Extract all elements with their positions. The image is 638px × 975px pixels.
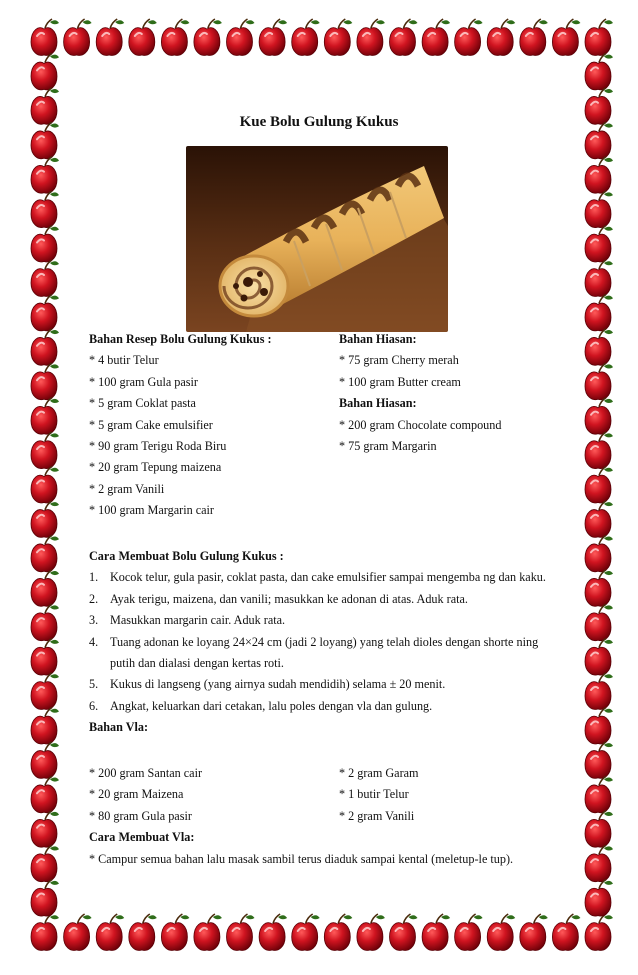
- cherry-icon: [585, 467, 613, 503]
- cherry-icon: [31, 157, 59, 193]
- cherry-icon: [31, 535, 59, 571]
- step-number: 3.: [89, 613, 99, 628]
- ingredient-item: * 2 gram Vanili: [89, 481, 165, 496]
- cherry-icon: [585, 53, 613, 89]
- cherry-icon: [31, 742, 59, 778]
- ingredients-section: [89, 329, 272, 522]
- cherry-icon: [520, 914, 548, 950]
- cherry-icon: [31, 914, 59, 950]
- cherry-icon: [390, 914, 418, 950]
- cherry-icon: [96, 19, 124, 55]
- cherry-icon: [194, 19, 222, 55]
- cherry-icon: [31, 570, 59, 606]
- cherry-icon: [31, 363, 59, 399]
- step-text: Masukkan margarin cair. Aduk rata.: [110, 613, 286, 628]
- cherry-icon: [31, 226, 59, 262]
- method-step: [89, 674, 559, 695]
- cherry-icon: [31, 398, 59, 434]
- cherry-icon: [585, 501, 613, 537]
- cherry-icon: [585, 570, 613, 606]
- cherry-icon: [292, 19, 320, 55]
- cherry-icon: [585, 880, 613, 916]
- cherry-icon: [357, 19, 385, 55]
- vla-heading: Bahan Vla:: [89, 720, 149, 735]
- garnish-item: * 75 gram Margarin: [339, 439, 437, 454]
- cherry-icon: [585, 639, 613, 675]
- cherry-icon: [552, 19, 580, 55]
- ingredients-heading: Bahan Resep Bolu Gulung Kukus :: [89, 332, 272, 346]
- vla-item: * 80 gram Gula pasir: [89, 808, 192, 823]
- cherry-icon: [259, 914, 287, 950]
- cherry-icon: [585, 157, 613, 193]
- cherry-icon: [455, 19, 483, 55]
- cherry-icon: [487, 914, 515, 950]
- cherry-icon: [585, 708, 613, 744]
- vla-item: * 200 gram Santan cair: [89, 766, 203, 780]
- vla-ingredients-left: [89, 763, 513, 870]
- cherry-icon: [259, 19, 287, 55]
- cherry-icon: [585, 329, 613, 365]
- cherry-icon: [585, 363, 613, 399]
- step-text: Tuang adonan ke loyang 24×24 cm (jadi 2 loyang) yang telah dioles dengan shorte ning putih dan dialasi dengan kertas roti.: [110, 634, 539, 671]
- cherry-icon: [31, 467, 59, 503]
- vla-item: * 20 gram Maizena: [89, 787, 184, 802]
- step-number: 5.: [89, 677, 99, 692]
- cherry-icon: [129, 914, 157, 950]
- ingredient-item: * 90 gram Terigu Roda Biru: [89, 439, 227, 454]
- ingredient-item: * 100 gram Gula pasir: [89, 374, 198, 389]
- ingredient-item: * 5 gram Coklat pasta: [89, 396, 196, 411]
- step-number: 2.: [89, 591, 99, 606]
- cherry-icon: [64, 19, 92, 55]
- vla-method-heading: Cara Membuat Vla:: [89, 830, 195, 845]
- step-text: Kocok telur, gula pasir, coklat pasta, dan cake emulsifier sampai mengemba ng dan kaku.: [110, 570, 546, 585]
- cherry-icon: [487, 19, 515, 55]
- cherry-icon: [31, 432, 59, 468]
- method-step: [89, 567, 559, 588]
- cherry-icon: [194, 914, 222, 950]
- cherry-icon: [585, 673, 613, 709]
- garnish-item: * 100 gram Butter cream: [339, 374, 461, 389]
- cherry-icon: [31, 639, 59, 675]
- cherry-icon: [422, 19, 450, 55]
- cherry-icon: [31, 19, 59, 55]
- cherry-icon: [31, 191, 59, 227]
- cherry-icon: [585, 260, 613, 296]
- cherry-icon: [31, 604, 59, 640]
- cherry-icon: [585, 432, 613, 468]
- garnish-heading: Bahan Hiasan:: [339, 332, 417, 346]
- cherry-icon: [585, 742, 613, 778]
- cherry-icon: [64, 914, 92, 950]
- cherry-icon: [585, 776, 613, 812]
- cherry-icon: [31, 501, 59, 537]
- cherry-icon: [324, 19, 352, 55]
- cherry-icon: [227, 19, 255, 55]
- method-step: [89, 696, 559, 717]
- cherry-icon: [31, 294, 59, 330]
- cherry-icon: [585, 398, 613, 434]
- vla-method-text: * Campur semua bahan lalu masak sambil terus diaduk sampai kental (meletup-le tup).: [89, 851, 514, 866]
- cherry-icon: [31, 811, 59, 847]
- step-number: 6.: [89, 698, 99, 713]
- cherry-icon: [390, 19, 418, 55]
- cherry-icon: [585, 845, 613, 881]
- cherry-icon: [455, 914, 483, 950]
- garnish-heading: Bahan Hiasan:: [339, 396, 417, 411]
- method-step: [89, 610, 559, 631]
- garnish-item: * 200 gram Chocolate compound: [339, 417, 502, 432]
- method-step: [89, 632, 559, 675]
- cherry-icon: [31, 776, 59, 812]
- cherry-icon: [585, 914, 613, 950]
- cherry-icon: [520, 19, 548, 55]
- cherry-icon: [161, 914, 189, 950]
- cherry-icon: [585, 604, 613, 640]
- step-number: 4.: [89, 634, 99, 649]
- cherry-icon: [31, 880, 59, 916]
- cherry-icon: [292, 914, 320, 950]
- cherry-icon: [31, 260, 59, 296]
- step-text: Ayak terigu, maizena, dan vanili; masukkan ke adonan di atas. Aduk rata.: [110, 591, 468, 606]
- ingredient-item: * 4 butir Telur: [89, 353, 159, 368]
- cherry-icon: [31, 708, 59, 744]
- garnish-item: * 75 gram Cherry merah: [339, 353, 459, 368]
- method-heading: Cara Membuat Bolu Gulung Kukus :: [89, 549, 284, 563]
- method-section: [89, 546, 559, 739]
- page-title: Kue Bolu Gulung Kukus: [239, 114, 399, 130]
- cherry-icon: [552, 914, 580, 950]
- cherry-icon: [31, 329, 59, 365]
- garnish-section: [339, 329, 501, 457]
- cherry-icon: [129, 19, 157, 55]
- cherry-icon: [96, 914, 124, 950]
- cherry-icon: [324, 914, 352, 950]
- vla-item: * 2 gram Garam: [339, 766, 419, 780]
- cherry-icon: [585, 191, 613, 227]
- cherry-icon: [31, 673, 59, 709]
- cherry-icon: [227, 914, 255, 950]
- ingredient-item: * 20 gram Tepung maizena: [89, 460, 222, 475]
- vla-item: * 1 butir Telur: [339, 787, 409, 802]
- ingredient-item: * 5 gram Cake emulsifier: [89, 417, 213, 432]
- cherry-icon: [422, 914, 450, 950]
- swiss-roll-photo: [186, 146, 448, 332]
- step-text: Angkat, keluarkan dari cetakan, lalu poles dengan vla dan gulung.: [110, 698, 433, 713]
- vla-ingredients-right: [339, 763, 419, 827]
- method-step: [89, 589, 559, 610]
- step-text: Kukus di langseng (yang airnya sudah mendidih) selama ± 20 menit.: [110, 677, 446, 692]
- cherry-icon: [585, 226, 613, 262]
- cherry-icon: [357, 914, 385, 950]
- step-number: 1.: [89, 570, 99, 585]
- cherry-icon: [31, 53, 59, 89]
- cherry-icon: [585, 811, 613, 847]
- cherry-icon: [585, 294, 613, 330]
- ingredient-item: * 100 gram Margarin cair: [89, 503, 214, 518]
- vla-item: * 2 gram Vanili: [339, 808, 415, 823]
- cherry-icon: [585, 535, 613, 571]
- cherry-icon: [31, 845, 59, 881]
- cherry-icon: [585, 19, 613, 55]
- cherry-icon: [161, 19, 189, 55]
